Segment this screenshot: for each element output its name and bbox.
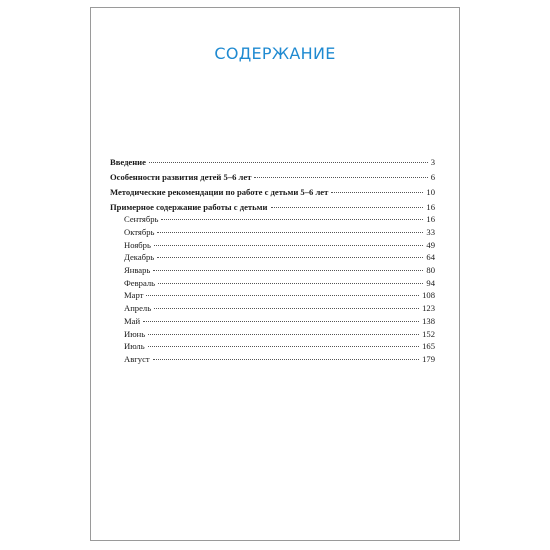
dot-leader (148, 346, 419, 347)
toc-entry-label: Примерное содержание работы с детьми (110, 201, 268, 212)
dot-leader (154, 308, 419, 309)
dot-leader (153, 359, 419, 360)
toc-subentry-label: Июль (124, 341, 145, 352)
dot-leader (271, 207, 424, 208)
toc-subentry-label: Июнь (124, 328, 146, 339)
toc-subentry-label: Апрель (124, 303, 152, 314)
dot-leader (143, 321, 419, 322)
toc-subentry-label: Ноябрь (124, 239, 151, 250)
toc-subentry-june[interactable] (110, 328, 435, 341)
dot-leader (157, 257, 423, 258)
toc-subentry-page: 138 (422, 315, 435, 326)
dot-leader (148, 334, 419, 335)
toc-subentry-page: 33 (426, 227, 435, 238)
toc-subentry-page: 49 (426, 239, 435, 250)
toc-subentry-label: Май (124, 315, 141, 326)
toc-subentry-page: 179 (422, 353, 435, 364)
toc-subentry-label: Сентябрь (124, 214, 159, 225)
dot-leader (158, 283, 423, 284)
dot-leader (154, 245, 424, 246)
dot-leader (331, 192, 423, 193)
toc-subentry-label: Август (124, 353, 150, 364)
toc-subentry-page: 80 (426, 265, 435, 276)
toc-entry-label: Методические рекомендации по работе с детьми 5–6 лет (110, 186, 329, 197)
toc-subentry-page: 152 (422, 328, 435, 339)
toc-entry-content[interactable] (110, 201, 435, 213)
toc-subentry-february[interactable] (110, 277, 435, 290)
dot-leader (161, 219, 423, 220)
toc-subentry-april[interactable] (110, 302, 435, 315)
dot-leader (254, 177, 427, 178)
toc-subentry-january[interactable] (110, 264, 435, 277)
toc-entry-recommendations[interactable] (110, 186, 435, 198)
toc-subentry-label: Октябрь (124, 227, 155, 238)
toc-entry-development[interactable] (110, 171, 435, 183)
toc-subentry-september[interactable] (110, 213, 435, 226)
toc-entry-label: Особенности развития детей 5–6 лет (110, 171, 252, 182)
page-title: СОДЕРЖАНИЕ (214, 44, 336, 63)
toc-subentry-october[interactable] (110, 226, 435, 239)
toc-subentry-page: 108 (422, 290, 435, 301)
toc-subentry-november[interactable] (110, 239, 435, 252)
toc-subentry-may[interactable] (110, 315, 435, 328)
toc-subentry-december[interactable] (110, 251, 435, 264)
toc-entry-page: 6 (430, 171, 435, 182)
toc-subentry-page: 64 (426, 252, 435, 263)
toc-entry-page: 3 (430, 157, 435, 167)
toc-entry-label: Введение (110, 157, 146, 167)
toc-subentry-march[interactable] (110, 289, 435, 302)
toc-subentry-label: Январь (124, 265, 151, 276)
toc-subentry-july[interactable] (110, 340, 435, 353)
dot-leader (146, 295, 419, 296)
document-page (90, 7, 460, 541)
toc-entry-page: 16 (426, 201, 435, 212)
dot-leader (153, 270, 423, 271)
dot-leader (157, 232, 423, 233)
toc-subentry-label: Март (124, 290, 144, 301)
toc-subentry-page: 123 (422, 303, 435, 314)
toc-subentry-label: Декабрь (124, 252, 155, 263)
toc-subentry-page: 165 (422, 341, 435, 352)
toc-subentry-page: 16 (426, 214, 435, 225)
table-of-contents (110, 156, 435, 366)
toc-subentry-label: Февраль (124, 277, 156, 288)
toc-subentry-page: 94 (426, 277, 435, 288)
toc-entry-page: 10 (426, 186, 435, 197)
toc-entry-introduction[interactable] (110, 156, 435, 168)
toc-subentry-august[interactable] (110, 353, 435, 366)
dot-leader (149, 162, 428, 163)
